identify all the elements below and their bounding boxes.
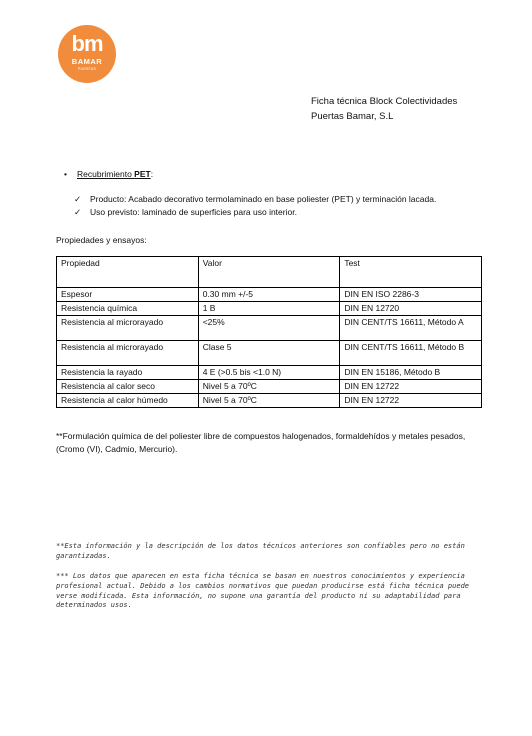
section-heading: [64, 169, 154, 179]
cell-property: Espesor: [57, 288, 199, 302]
header-value: Valor: [198, 257, 340, 288]
table-header-row: [57, 257, 482, 288]
cell-value: 1 B: [198, 302, 340, 316]
section-label-bold: PET: [134, 169, 151, 179]
header-line-2: Puertas Bamar, S.L: [311, 111, 394, 122]
cell-value: Nivel 5 a 70ºC: [198, 380, 340, 394]
table-row: [57, 288, 482, 302]
cell-test: DIN CENT/TS 16611, Método B: [340, 341, 482, 366]
cell-value: Clase 5: [198, 341, 340, 366]
checklist: [74, 193, 436, 219]
logo-monogram: bm: [71, 31, 103, 56]
table-row: [57, 341, 482, 366]
cell-property: Resistencia al calor húmedo: [57, 394, 199, 408]
cell-test: DIN EN 12722: [340, 394, 482, 408]
logo-tagline: PUERTAS: [77, 67, 97, 71]
checklist-text: Producto: Acabado decorativo termolaminado en base poliester (PET) y terminación lacada.: [90, 194, 437, 204]
cell-test: DIN CENT/TS 16611, Método A: [340, 316, 482, 341]
checklist-text: Uso previsto: laminado de superficies para uso interior.: [90, 207, 297, 217]
cell-value: <25%: [198, 316, 340, 341]
bullet-icon: •: [64, 169, 67, 179]
cell-value: 4 E (>0.5 bis <1.0 N): [198, 366, 340, 380]
cell-value: 0.30 mm +/-5: [198, 288, 340, 302]
checklist-item: [74, 206, 436, 219]
cell-test: DIN EN 15186, Método B: [340, 366, 482, 380]
section-colon: :: [150, 169, 154, 179]
cell-property: Resistencia química: [57, 302, 199, 316]
cell-test: DIN EN 12722: [340, 380, 482, 394]
header-property: Propiedad: [57, 257, 199, 288]
cell-property: Resistencia al calor seco: [57, 380, 199, 394]
section-label: Recubrimiento PET: [77, 169, 151, 179]
formula-note: **Formulación química de del poliester libre de compuestos halogenados, formaldehídos y metales pesados, (Cromo (VI), Cadmio, Mercurio).: [56, 431, 466, 454]
table-row: [57, 302, 482, 316]
cell-test: DIN EN 12720: [340, 302, 482, 316]
cell-property: Resistencia la rayado: [57, 366, 199, 380]
table-row: [57, 366, 482, 380]
properties-table: [56, 256, 482, 408]
properties-title: Propiedades y ensayos:: [56, 235, 147, 245]
checklist-item: [74, 193, 436, 206]
cell-test: DIN EN ISO 2286-3: [340, 288, 482, 302]
checkmark-icon: ✓: [74, 194, 82, 204]
disclaimer-changes: *** Los datos que aparecen en esta ficha técnica se basan en nuestros conocimientos y experiencia profesional actual. Debido a los cambios normativos que puedan producirse está ficha técnica puede verse modificada. Esta información, no supone una garantía del producto ni su adaptabilidad para determinados usos.: [56, 572, 470, 610]
checkmark-icon: ✓: [74, 207, 82, 217]
cell-property: Resistencia al microrayado: [57, 341, 199, 366]
table-row: [57, 380, 482, 394]
cell-property: Resistencia al microrayado: [57, 316, 199, 341]
cell-value: Nivel 5 a 70ºC: [198, 394, 340, 408]
header-line-1: Ficha técnica Block Colectividades: [311, 96, 458, 107]
table-row: [57, 394, 482, 408]
header-test: Test: [340, 257, 482, 288]
disclaimer-reliability: **Esta información y la descripción de los datos técnicos anteriores son confiables pero no están garantizadas.: [56, 542, 465, 560]
document-header: [311, 94, 457, 124]
table-row: [57, 316, 482, 341]
logo-brand: BAMAR: [71, 57, 103, 66]
bamar-logo: [58, 25, 116, 83]
